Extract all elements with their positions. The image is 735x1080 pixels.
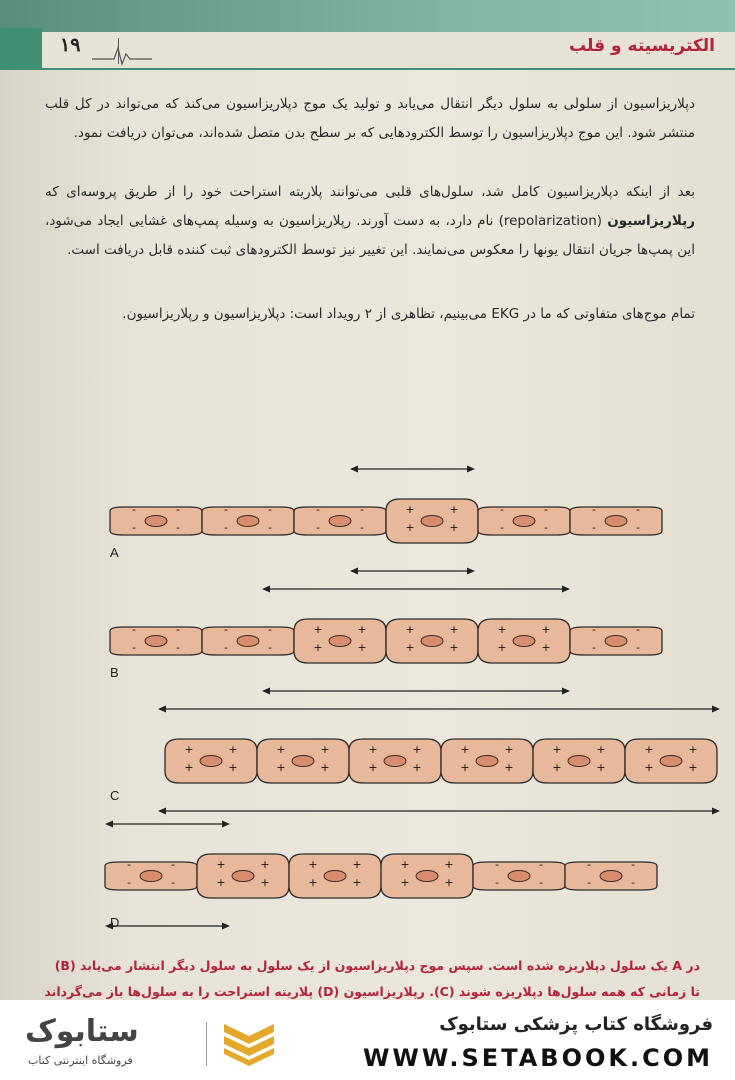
panel-b-arrow-bottom-head-right bbox=[562, 688, 570, 695]
panel-a-charge-sign: + bbox=[449, 521, 459, 534]
panel-d-charge-sign: + bbox=[352, 876, 362, 889]
depolarization-figure bbox=[0, 455, 735, 945]
panel-d-charge-sign: + bbox=[352, 858, 362, 871]
panel-a-charge-sign: - bbox=[544, 503, 548, 516]
panel-d-nucleus bbox=[600, 871, 622, 882]
panel-d-charge-sign: - bbox=[127, 858, 131, 871]
figure-caption-line-1: در A یک سلول دپلاریزه شده است. سپس موج دپلاریزاسیون از یک سلول به سلول دیگر انتشار می‌یابد (B) bbox=[54, 958, 700, 973]
panel-d-nucleus bbox=[416, 871, 438, 882]
store-logo-text: ستابوک bbox=[25, 1014, 139, 1049]
panel-c-charge-sign: + bbox=[228, 761, 238, 774]
panel-a-charge-sign: - bbox=[500, 503, 504, 516]
panel-c-charge-sign: + bbox=[276, 761, 286, 774]
panel-d-charge-sign: - bbox=[539, 876, 543, 889]
panel-d-charge-sign: + bbox=[400, 858, 410, 871]
panel-a-arrow-top bbox=[350, 466, 475, 473]
panel-d-charge-sign: - bbox=[171, 876, 175, 889]
panel-a-nucleus bbox=[605, 516, 627, 527]
panel-c-charge-sign: + bbox=[184, 761, 194, 774]
panel-b-charge-sign: - bbox=[268, 623, 272, 636]
panel-a-charge-sign: - bbox=[592, 503, 596, 516]
panel-d-arrow-top-head-left bbox=[105, 821, 113, 828]
panel-c-charge-sign: + bbox=[644, 743, 654, 756]
panel-d-arrow-bottom-head-right bbox=[222, 923, 230, 930]
chevron-logo-icon bbox=[222, 1020, 276, 1066]
panel-a-charge-sign: - bbox=[316, 503, 320, 516]
panel-a-charge-sign: - bbox=[176, 503, 180, 516]
cell-chain-diagram bbox=[0, 455, 735, 945]
panel-b-arrow-top bbox=[262, 586, 570, 593]
panel-d-charge-sign: - bbox=[587, 858, 591, 871]
panel-b-nucleus bbox=[513, 636, 535, 647]
panel-b-nucleus bbox=[421, 636, 443, 647]
panel-d-charge-sign: - bbox=[631, 858, 635, 871]
panel-b-charge-sign: + bbox=[497, 641, 507, 654]
panel-b-charge-sign: + bbox=[541, 641, 551, 654]
panel-a-charge-sign: + bbox=[405, 521, 415, 534]
panel-a-nucleus bbox=[329, 516, 351, 527]
panel-a-charge-sign: - bbox=[132, 521, 136, 534]
panel-a-nucleus bbox=[237, 516, 259, 527]
panel-d-charge-sign: - bbox=[495, 876, 499, 889]
panel-c-charge-sign: + bbox=[368, 761, 378, 774]
panel-d-arrow-top-head-right bbox=[222, 821, 230, 828]
panel-a-charge-sign: - bbox=[224, 521, 228, 534]
panel-d-nucleus bbox=[324, 871, 346, 882]
header-corner-tab bbox=[0, 28, 42, 70]
panel-d-charge-sign: + bbox=[308, 858, 318, 871]
panel-label-d: D bbox=[110, 915, 120, 930]
panel-d-charge-sign: - bbox=[127, 876, 131, 889]
panel-b-charge-sign: + bbox=[497, 623, 507, 636]
panel-d-nucleus bbox=[232, 871, 254, 882]
panel-d-charge-sign: + bbox=[216, 876, 226, 889]
panel-b-charge-sign: - bbox=[636, 623, 640, 636]
panel-b-nucleus bbox=[237, 636, 259, 647]
panel-a-charge-sign: - bbox=[636, 521, 640, 534]
heartbeat-line-icon bbox=[92, 44, 152, 66]
panel-c-charge-sign: + bbox=[688, 761, 698, 774]
panel-d-charge-sign: - bbox=[171, 858, 175, 871]
panel-a-charge-sign: - bbox=[176, 521, 180, 534]
panel-c-nucleus bbox=[384, 756, 406, 767]
panel-b-charge-sign: + bbox=[405, 641, 415, 654]
panel-c-charge-sign: + bbox=[412, 743, 422, 756]
panel-d-charge-sign: + bbox=[308, 876, 318, 889]
paragraph-3: تمام موج‌های متفاوتی که ما در EKG می‌بینیم، تظاهری از ۲ رویداد است: دپلاریزاسیون و رپلاریزاسیون. bbox=[122, 306, 695, 322]
store-name: فروشگاه کتاب پزشکی ستابوک bbox=[439, 1014, 713, 1035]
panel-a-charge-sign: - bbox=[316, 521, 320, 534]
panel-b-charge-sign: - bbox=[176, 623, 180, 636]
panel-d-charge-sign: + bbox=[400, 876, 410, 889]
panel-b-charge-sign: - bbox=[592, 641, 596, 654]
panel-a-nucleus bbox=[421, 516, 443, 527]
panel-b-charge-sign: - bbox=[592, 623, 596, 636]
panel-c-charge-sign: + bbox=[184, 743, 194, 756]
panel-a-arrow-top-head-left bbox=[350, 466, 358, 473]
panel-a-arrow-bottom-head-left bbox=[350, 568, 358, 575]
panel-a-charge-sign: - bbox=[544, 521, 548, 534]
panel-b-arrow-bottom-head-left bbox=[262, 688, 270, 695]
panel-d-charge-sign: + bbox=[260, 858, 270, 871]
logo-divider bbox=[206, 1022, 207, 1066]
panel-b-charge-sign: + bbox=[357, 623, 367, 636]
panel-a-arrow-bottom bbox=[350, 568, 475, 575]
panel-c-nucleus bbox=[568, 756, 590, 767]
panel-c-charge-sign: + bbox=[320, 761, 330, 774]
panel-a-nucleus bbox=[513, 516, 535, 527]
panel-a-charge-sign: - bbox=[360, 521, 364, 534]
panel-c-charge-sign: + bbox=[320, 743, 330, 756]
panel-d-charge-sign: + bbox=[216, 858, 226, 871]
panel-b-arrow-top-head-left bbox=[262, 586, 270, 593]
panel-c-charge-sign: + bbox=[644, 761, 654, 774]
panel-b-arrow-top-head-right bbox=[562, 586, 570, 593]
panel-b-charge-sign: + bbox=[313, 623, 323, 636]
store-logo-subtitle: فروشگاه اینترنتی کتاب bbox=[28, 1054, 133, 1067]
store-url[interactable]: WWW.SETABOOK.COM bbox=[362, 1044, 713, 1072]
panel-d-charge-sign: + bbox=[444, 876, 454, 889]
panel-b-nucleus bbox=[605, 636, 627, 647]
panel-c-charge-sign: + bbox=[412, 761, 422, 774]
panel-c-charge-sign: + bbox=[596, 761, 606, 774]
panel-a-charge-sign: - bbox=[224, 503, 228, 516]
panel-d-charge-sign: - bbox=[495, 858, 499, 871]
panel-c-arrow-top-head-right bbox=[712, 706, 720, 713]
panel-b-charge-sign: - bbox=[132, 641, 136, 654]
panel-d-nucleus bbox=[508, 871, 530, 882]
panel-c-arrow-top bbox=[158, 706, 720, 713]
panel-a-arrow-bottom-head-right bbox=[467, 568, 475, 575]
panel-c-charge-sign: + bbox=[688, 743, 698, 756]
panel-c-charge-sign: + bbox=[228, 743, 238, 756]
panel-a-charge-sign: - bbox=[268, 521, 272, 534]
panel-label-b: B bbox=[110, 665, 119, 680]
panel-d-nucleus bbox=[140, 871, 162, 882]
header-rule bbox=[40, 68, 735, 70]
panel-c-nucleus bbox=[476, 756, 498, 767]
panel-b-charge-sign: + bbox=[541, 623, 551, 636]
panel-b-charge-sign: + bbox=[449, 641, 459, 654]
chapter-title: الکتریسیته و قلب bbox=[569, 36, 715, 56]
panel-c-arrow-bottom-head-left bbox=[158, 808, 166, 815]
panel-a-charge-sign: - bbox=[268, 503, 272, 516]
panel-label-a: A bbox=[110, 545, 119, 560]
panel-c-charge-sign: + bbox=[596, 743, 606, 756]
panel-b-charge-sign: - bbox=[132, 623, 136, 636]
panel-c-charge-sign: + bbox=[276, 743, 286, 756]
panel-d-charge-sign: + bbox=[260, 876, 270, 889]
panel-c-nucleus bbox=[200, 756, 222, 767]
panel-b-charge-sign: - bbox=[176, 641, 180, 654]
panel-b-charge-sign: - bbox=[224, 641, 228, 654]
panel-label-c: C bbox=[110, 788, 120, 803]
panel-c-arrow-bottom bbox=[158, 808, 720, 815]
panel-c-charge-sign: + bbox=[504, 743, 514, 756]
panel-a-charge-sign: - bbox=[500, 521, 504, 534]
panel-c-charge-sign: + bbox=[504, 761, 514, 774]
panel-a-arrow-top-head-right bbox=[467, 466, 475, 473]
panel-a-charge-sign: + bbox=[405, 503, 415, 516]
paragraph-2 bbox=[45, 178, 695, 265]
page-number: ۱۹ bbox=[60, 34, 81, 56]
panel-b-charge-sign: + bbox=[405, 623, 415, 636]
repolarization-term: رپلاریزاسیون bbox=[607, 213, 695, 229]
paragraph-1: دپلاریزاسیون از سلولی به سلول دیگر انتقال می‌یابد و تولید یک موج دپلاریزاسیون می‌کند که می‌تواند در کل قلب منتشر شود. این موج دپلاریزاسیون را توسط الکترودهایی که بر سطح بدن متصل شده‌اند، می‌توان دریافت نمود. bbox=[45, 96, 695, 141]
figure-caption-line-2: تا زمانی که همه سلول‌ها دپلاریزه شوند (C). رپلاریزاسیون (D) پلاریته استراحت را به سلول‌ها باز می‌گرداند bbox=[44, 984, 700, 999]
panel-a-charge-sign: - bbox=[360, 503, 364, 516]
store-footer bbox=[0, 1000, 735, 1080]
panel-d-arrow-top bbox=[105, 821, 230, 828]
panel-b-charge-sign: + bbox=[357, 641, 367, 654]
panel-b-nucleus bbox=[145, 636, 167, 647]
panel-b-charge-sign: + bbox=[313, 641, 323, 654]
panel-c-charge-sign: + bbox=[368, 743, 378, 756]
panel-b-charge-sign: - bbox=[224, 623, 228, 636]
panel-c-charge-sign: + bbox=[552, 743, 562, 756]
panel-d-charge-sign: + bbox=[444, 858, 454, 871]
panel-b-charge-sign: - bbox=[636, 641, 640, 654]
panel-c-charge-sign: + bbox=[552, 761, 562, 774]
panel-c-charge-sign: + bbox=[460, 743, 470, 756]
panel-a-charge-sign: - bbox=[132, 503, 136, 516]
panel-a-charge-sign: - bbox=[636, 503, 640, 516]
panel-d-charge-sign: - bbox=[587, 876, 591, 889]
paragraph-2-end: (repolarization) نام دارد، به دست آورند. رپلاریزاسیون به وسیله پمپ‌های غشایی ایجاد می‌شود، این پمپ‌ها جریان انتقال یونها را معکوس می‌نمایند. این تغییر نیز توسط الکترودهای ثبت کننده قابل دریافت است. bbox=[45, 213, 695, 258]
panel-b-charge-sign: - bbox=[268, 641, 272, 654]
paragraph-2-start: بعد از اینکه دپلاریزاسیون کامل شد، سلول‌های قلبی می‌توانند پلاریته استراحت خود را از طریق پروسه‌ای که bbox=[45, 184, 695, 200]
panel-d-arrow-bottom bbox=[105, 923, 230, 930]
panel-b-nucleus bbox=[329, 636, 351, 647]
panel-c-charge-sign: + bbox=[460, 761, 470, 774]
panel-a-charge-sign: + bbox=[449, 503, 459, 516]
panel-d-charge-sign: - bbox=[631, 876, 635, 889]
panel-b-charge-sign: + bbox=[449, 623, 459, 636]
panel-a-charge-sign: - bbox=[592, 521, 596, 534]
top-color-strip bbox=[0, 0, 735, 32]
panel-c-arrow-top-head-left bbox=[158, 706, 166, 713]
panel-a-nucleus bbox=[145, 516, 167, 527]
panel-c-nucleus bbox=[660, 756, 682, 767]
panel-d-charge-sign: - bbox=[539, 858, 543, 871]
panel-b-arrow-bottom bbox=[262, 688, 570, 695]
panel-c-arrow-bottom-head-right bbox=[712, 808, 720, 815]
panel-c-nucleus bbox=[292, 756, 314, 767]
